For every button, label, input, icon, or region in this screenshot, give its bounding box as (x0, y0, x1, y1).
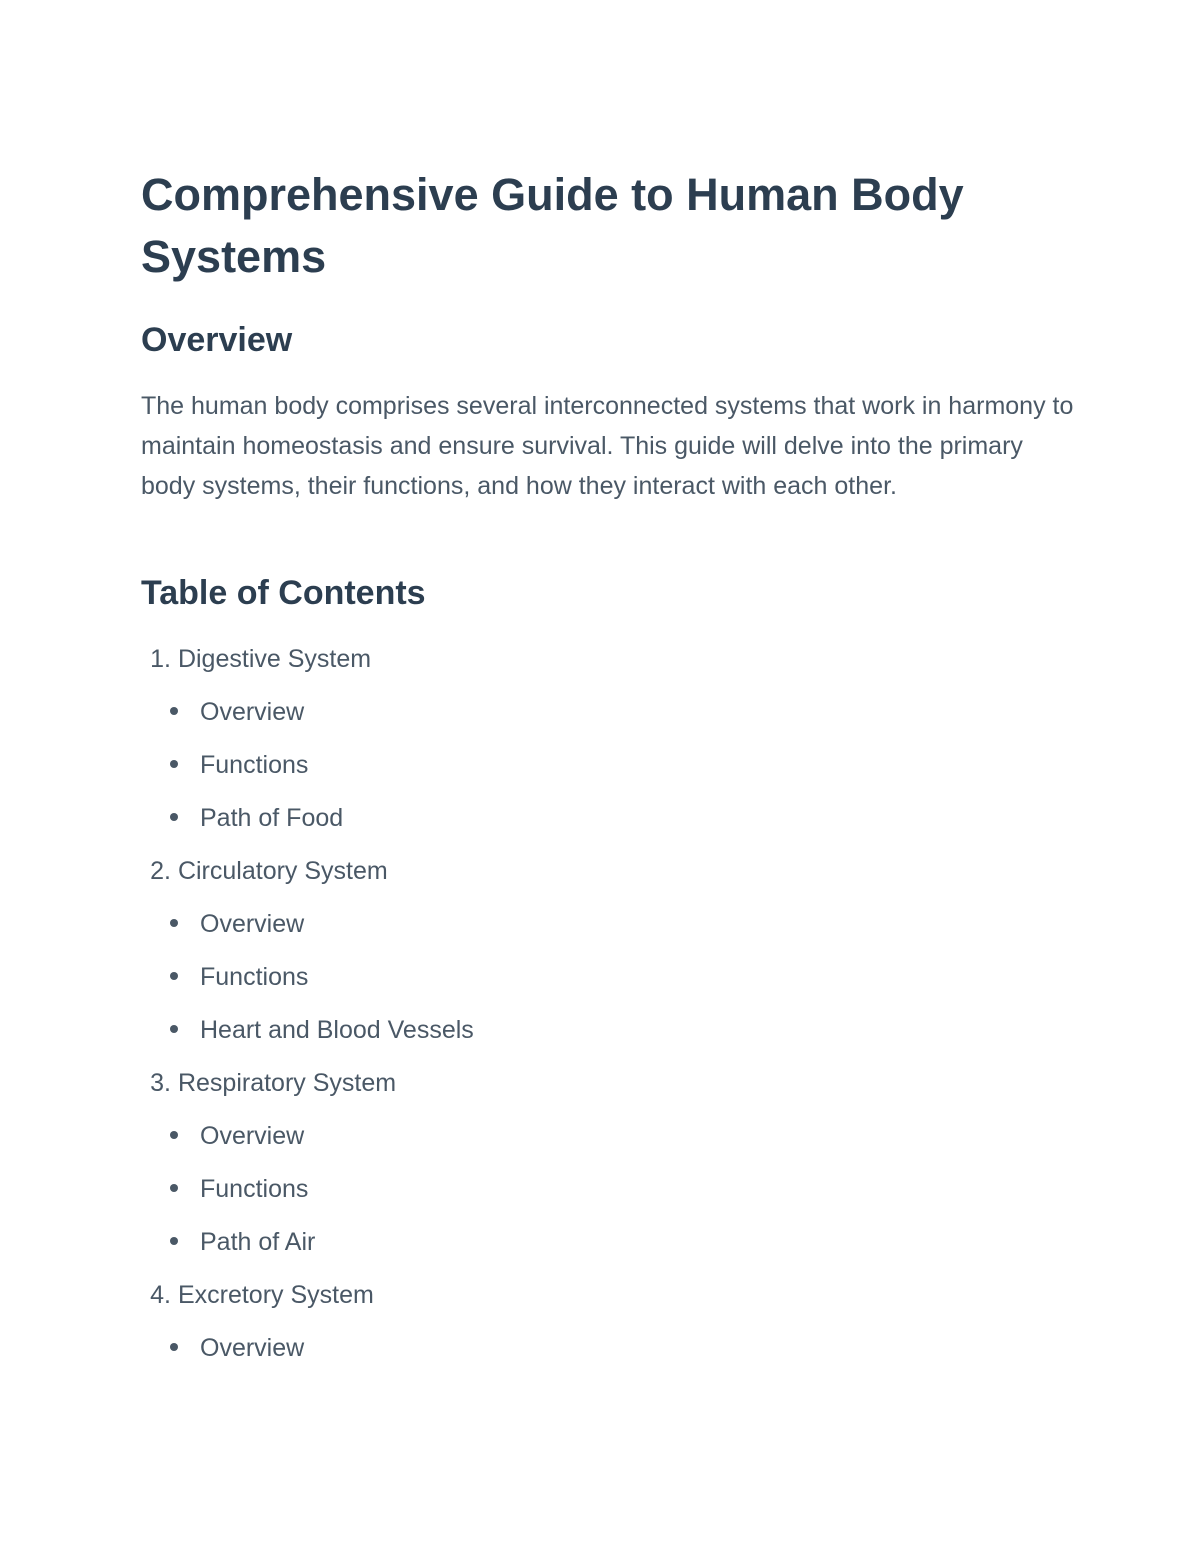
toc-subitem-label: Heart and Blood Vessels (200, 1016, 474, 1044)
toc-item-label: Circulatory System (177, 857, 388, 885)
bullet-icon (170, 1184, 178, 1192)
toc-subitem-label: Path of Air (200, 1228, 316, 1256)
toc-subitem[interactable] (141, 1004, 474, 1057)
toc-subitem-label: Path of Food (200, 804, 344, 832)
bullet-icon (170, 1237, 178, 1245)
bullet-icon (170, 1131, 178, 1139)
toc-subitem[interactable] (141, 686, 474, 739)
toc-item-label: Excretory System (177, 1281, 374, 1309)
bullet-icon (170, 760, 178, 768)
toc-subitem-label: Functions (200, 1175, 309, 1203)
toc-subitem[interactable] (141, 1216, 474, 1269)
toc-subitem[interactable] (141, 1322, 474, 1375)
toc-subitem[interactable] (141, 1163, 474, 1216)
toc-item-label: Respiratory System (177, 1069, 397, 1097)
overview-paragraph: The human body comprises several interconnected systems that work in harmony to maintain homeostasis and ensure survival. This guide will delve into the primary body systems, their functions, and how they interact with each other. (141, 392, 1074, 500)
toc-item-number: 4. (150, 1281, 171, 1309)
toc-subitem-label: Functions (200, 751, 309, 779)
overview-heading: Overview (141, 321, 293, 359)
bullet-icon (170, 972, 178, 980)
bullet-icon (170, 813, 178, 821)
toc-item[interactable] (141, 845, 474, 898)
toc-item-number: 3. (150, 1069, 171, 1097)
table-of-contents (141, 633, 474, 1375)
toc-item[interactable] (141, 633, 474, 686)
bullet-icon (170, 1343, 178, 1351)
toc-heading: Table of Contents (141, 574, 426, 612)
page-title: Comprehensive Guide to Human Body Systems (141, 169, 964, 282)
toc-item-number: 2. (150, 857, 171, 885)
toc-item[interactable] (141, 1057, 474, 1110)
toc-subitem-label: Overview (200, 698, 305, 726)
toc-item-label: Digestive System (177, 645, 372, 673)
toc-subitem[interactable] (141, 898, 474, 951)
toc-item-number: 1. (150, 645, 171, 673)
bullet-icon (170, 707, 178, 715)
bullet-icon (170, 919, 178, 927)
toc-subitem-label: Overview (200, 1334, 305, 1362)
toc-subitem[interactable] (141, 739, 474, 792)
toc-subitem-label: Functions (200, 963, 309, 991)
toc-subitem-label: Overview (200, 1122, 305, 1150)
toc-subitem[interactable] (141, 792, 474, 845)
toc-subitem[interactable] (141, 951, 474, 1004)
toc-subitem-label: Overview (200, 910, 305, 938)
bullet-icon (170, 1025, 178, 1033)
toc-item[interactable] (141, 1269, 474, 1322)
toc-subitem[interactable] (141, 1110, 474, 1163)
